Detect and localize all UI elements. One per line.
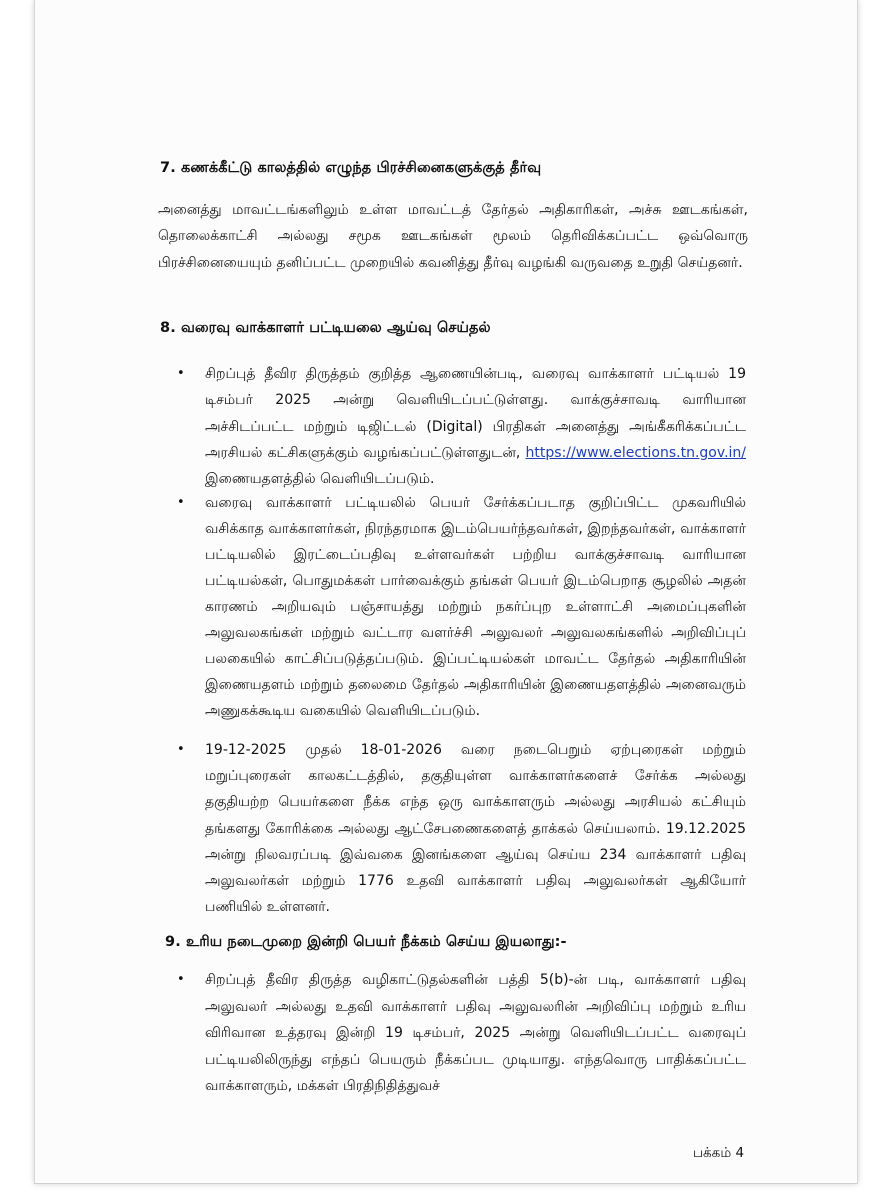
- bullet-icon: •: [177, 742, 185, 757]
- bullet-icon: •: [177, 972, 185, 987]
- section-9-heading: 9. உரிய நடைமுறை இன்றி பெயர் நீக்கம் செய்ய இயலாது:-: [165, 934, 567, 950]
- section-8-heading: 8. வரைவு வாக்காளர் பட்டியலை ஆய்வு செய்தல்: [160, 320, 491, 336]
- elections-website-link[interactable]: https://www.elections.tn.gov.in/: [525, 444, 746, 461]
- document-page: [34, 0, 858, 1184]
- bullet-icon: •: [177, 366, 185, 381]
- list-item: [177, 490, 746, 724]
- list-item-text: சிறப்புத் தீவிர திருத்தம் குறித்த ஆணையின்படி, வரைவு வாக்காளர் பட்டியல் 19 டிசம்பர் 2025 அன்று வெளியிடப்பட்டுள்ளது. வாக்குச்சாவடி வாரியான அச்சிடப்பட்ட மற்றும் டிஜிட்டல் (Digital) பிரதிகள் அனைத்து அங்கீகரிக்கப்பட்ட அரசியல் கட்சிகளுக்கும் வழங்கப்பட்டுள்ளதுடன்,: [205, 366, 746, 461]
- bullet-icon: •: [177, 495, 185, 510]
- list-item-text: 19-12-2025 முதல் 18-01-2026 வரை நடைபெறும் ஏற்புரைகள் மற்றும் மறுப்புரைகள் காலகட்டத்தில், தகுதியுள்ள வாக்காளர்களைச் சேர்க்க அல்லது தகுதியற்ற பெயர்களை நீக்க எந்த ஒரு வாக்காளரும் அல்லது அரசியல் கட்சியும் தங்களது கோரிக்கை அல்லது ஆட்சேபணைகளைத் தாக்கல் செய்யலாம். 19.12.2025 அன்று நிலவரப்படி இவ்வகை இனங்களை ஆய்வு செய்ய 234 வாக்காளர் பதிவு அலுவலர்கள் மற்றும் 1776 உதவி வாக்காளர் பதிவு அலுவலர்கள் ஆகியோர் பணியில் உள்ளனர்.: [205, 742, 746, 916]
- section-7-heading: 7. கணக்கீட்டு காலத்தில் எழுந்த பிரச்சினைகளுக்குத் தீர்வு: [160, 160, 542, 176]
- list-item: [177, 737, 746, 920]
- list-item-text-after-link: இணையதளத்தில் வெளியிடப்படும்.: [205, 471, 435, 488]
- list-item-text: சிறப்புத் தீவிர திருத்த வழிகாட்டுதல்களின் பத்தி 5(b)-ன் படி, வாக்காளர் பதிவு அலுவலர் அல்லது உதவி வாக்காளர் பதிவு அலுவலரின் அறிவிப்பு மற்றும் உரிய விரிவான உத்தரவு இன்றி 19 டிசம்பர், 2025 அன்று வெளியிடப்பட்ட வரைவுப் பட்டியலிலிருந்து எந்தப் பெயரும் நீக்கப்பட முடியாது. எந்தவொரு பாதிக்கப்பட்ட வாக்காளரும், மக்கள் பிரதிநிதித்துவச்: [205, 972, 746, 1094]
- list-item: [177, 361, 746, 492]
- list-item-text: வரைவு வாக்காளர் பட்டியலில் பெயர் சேர்க்கப்படாத குறிப்பிட்ட முகவரியில் வசிக்காத வாக்காளர்கள், நிரந்தரமாக இடம்பெயர்ந்தவர்கள், இறந்தவர்கள், வாக்காளர் பட்டியலில் இரட்டைப்பதிவு உள்ளவர்கள் பற்றிய வாக்குச்சாவடி வாரியான பட்டியல்கள், பொதுமக்கள் பார்வைக்கும் தங்கள் பெயர் இடம்பெறாத சூழலில் அதன் காரணம் அறியவும் பஞ்சாயத்து மற்றும் நகர்ப்புற உள்ளாட்சி அமைப்புகளின் அலுவலகங்கள் மற்றும் வட்டார வளர்ச்சி அலுவலர் அலுவலகங்களில் அறிவிப்புப் பலகையில் காட்சிப்படுத்தப்படும். இப்பட்டியல்கள் மாவட்ட தேர்தல் அதிகாரியின் இணையதளம் மற்றும் தலைமை தேர்தல் அதிகாரியின் இணையதளத்தில் அனைவரும் அணுகக்கூடிய வகையில் வெளியிடப்படும்.: [205, 495, 746, 719]
- section-7-body: அனைத்து மாவட்டங்களிலும் உள்ள மாவட்டத் தேர்தல் அதிகாரிகள், அச்சு ஊடகங்கள், தொலைக்காட்சி அல்லது சமூக ஊடகங்கள் மூலம் தெரிவிக்கப்பட்ட ஒவ்வொரு பிரச்சினையையும் தனிப்பட்ட முறையில் கவனித்து தீர்வு வழங்கி வருவதை உறுதி செய்தனர்.: [158, 202, 748, 271]
- list-item: [177, 967, 746, 1100]
- page-number: பக்கம் 4: [693, 1145, 745, 1161]
